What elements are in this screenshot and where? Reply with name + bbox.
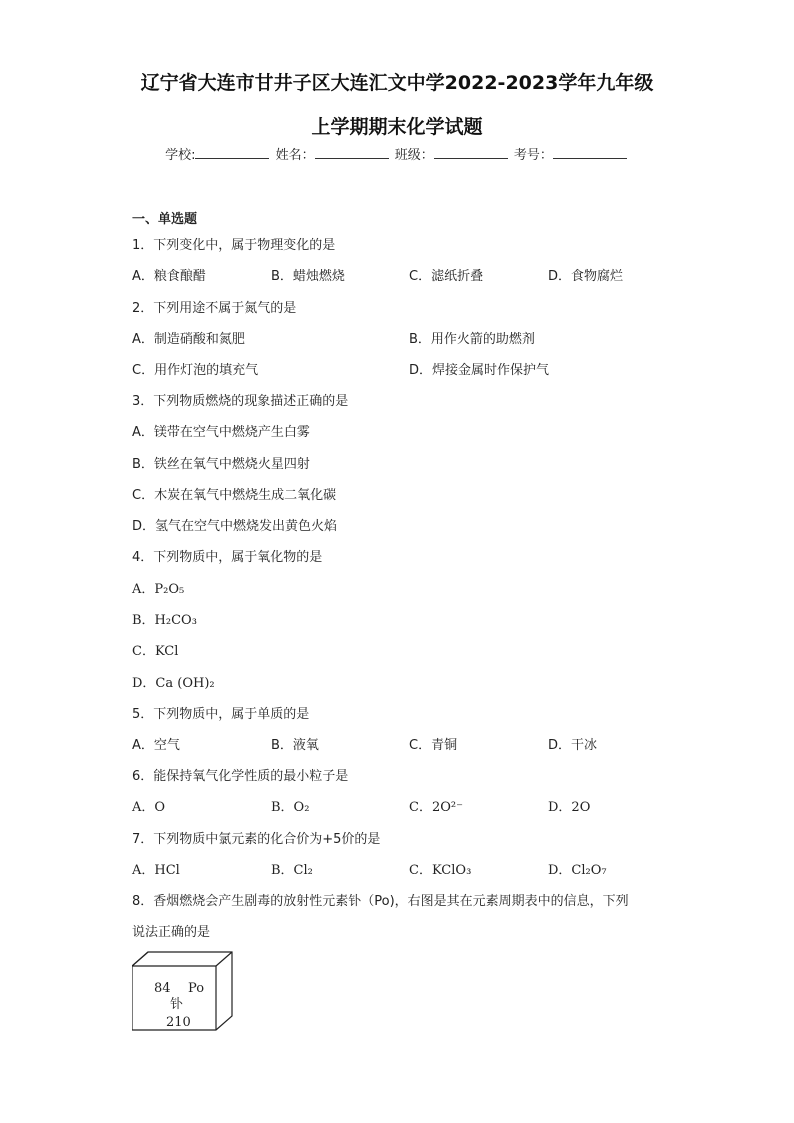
question-6-option-b[interactable]: B．O₂ bbox=[271, 800, 310, 815]
question-4-option-d[interactable]: D．Ca (OH)₂ bbox=[132, 676, 215, 691]
student-info-row bbox=[0, 144, 794, 163]
exam-number-label: 考号： bbox=[513, 148, 553, 163]
question-7-option-a[interactable]: A．HCl bbox=[132, 863, 180, 878]
exam-title-line1: 辽宁省大连市甘井子区大连汇文中学2022-2023学年九年级 bbox=[140, 72, 654, 94]
class-blank[interactable] bbox=[434, 146, 508, 159]
question-5-stem: 5．下列物质中，属于单质的是 bbox=[132, 707, 310, 722]
question-1-stem: 1．下列变化中，属于物理变化的是 bbox=[132, 238, 336, 253]
exam-number-blank[interactable] bbox=[553, 146, 627, 159]
question-3-stem: 3．下列物质燃烧的现象描述正确的是 bbox=[132, 394, 349, 409]
question-2-option-b[interactable]: B．用作火箭的助燃剂 bbox=[409, 332, 535, 347]
element-name: 钋 bbox=[170, 997, 184, 1012]
question-7-option-c[interactable]: C．KClO₃ bbox=[409, 863, 472, 878]
question-5-option-d[interactable]: D．干冰 bbox=[548, 738, 598, 753]
question-2-option-c[interactable]: C．用作灯泡的填充气 bbox=[132, 363, 259, 378]
element-card-cube bbox=[132, 946, 236, 1036]
question-3-option-a[interactable]: A．镁带在空气中燃烧产生白雾 bbox=[132, 425, 310, 440]
element-atomic-mass: 210 bbox=[166, 1015, 191, 1030]
question-4-option-c[interactable]: C．KCl bbox=[132, 644, 179, 659]
class-label: 班级： bbox=[394, 148, 434, 163]
question-5-option-c[interactable]: C．青铜 bbox=[409, 738, 458, 753]
question-5-option-a[interactable]: A．空气 bbox=[132, 738, 180, 753]
name-label: 姓名： bbox=[275, 148, 315, 163]
question-3-option-d[interactable]: D．氢气在空气中燃烧发出黄色火焰 bbox=[132, 519, 338, 534]
question-7-option-b[interactable]: B．Cl₂ bbox=[271, 863, 313, 878]
exam-title-line2: 上学期期末化学试题 bbox=[311, 116, 483, 138]
question-3-option-b[interactable]: B．铁丝在氧气中燃烧火星四射 bbox=[132, 457, 310, 472]
question-5-option-b[interactable]: B．液氧 bbox=[271, 738, 319, 753]
name-blank[interactable] bbox=[315, 146, 389, 159]
question-1-option-a[interactable]: A．粮食酿醋 bbox=[132, 269, 206, 284]
question-6-option-d[interactable]: D．2O bbox=[548, 800, 591, 815]
question-4-stem: 4．下列物质中，属于氧化物的是 bbox=[132, 550, 323, 565]
school-label: 学校: bbox=[165, 148, 196, 163]
question-6-stem: 6．能保持氧气化学性质的最小粒子是 bbox=[132, 769, 349, 784]
element-symbol: Po bbox=[188, 981, 205, 996]
question-8-stem-line1: 8．香烟燃烧会产生剧毒的放射性元素钋（Po)，右图是其在元素周期表中的信息，下列 bbox=[132, 894, 629, 909]
question-4-option-b[interactable]: B．H₂CO₃ bbox=[132, 613, 197, 628]
question-6-option-a[interactable]: A．O bbox=[132, 800, 166, 815]
section-heading: 一、单选题 bbox=[132, 212, 198, 227]
element-atomic-number: 84 bbox=[154, 981, 171, 996]
question-3-option-c[interactable]: C．木炭在氧气中燃烧生成二氧化碳 bbox=[132, 488, 337, 503]
question-7-option-d[interactable]: D．Cl₂O₇ bbox=[548, 863, 607, 878]
question-8-stem-line2: 说法正确的是 bbox=[132, 925, 211, 940]
question-2-option-a[interactable]: A．制造硝酸和氮肥 bbox=[132, 332, 245, 347]
school-blank[interactable] bbox=[195, 146, 269, 159]
question-1-option-b[interactable]: B．蜡烛燃烧 bbox=[271, 269, 345, 284]
question-4-option-a[interactable]: A．P₂O₅ bbox=[132, 582, 185, 597]
question-6-option-c[interactable]: C．2O²⁻ bbox=[409, 800, 463, 815]
question-2-option-d[interactable]: D．焊接金属时作保护气 bbox=[409, 363, 550, 378]
question-1-option-c[interactable]: C．滤纸折叠 bbox=[409, 269, 484, 284]
question-2-stem: 2．下列用途不属于氮气的是 bbox=[132, 301, 297, 316]
question-7-stem: 7．下列物质中氯元素的化合价为+5价的是 bbox=[132, 832, 381, 847]
question-1-option-d[interactable]: D．食物腐烂 bbox=[548, 269, 624, 284]
